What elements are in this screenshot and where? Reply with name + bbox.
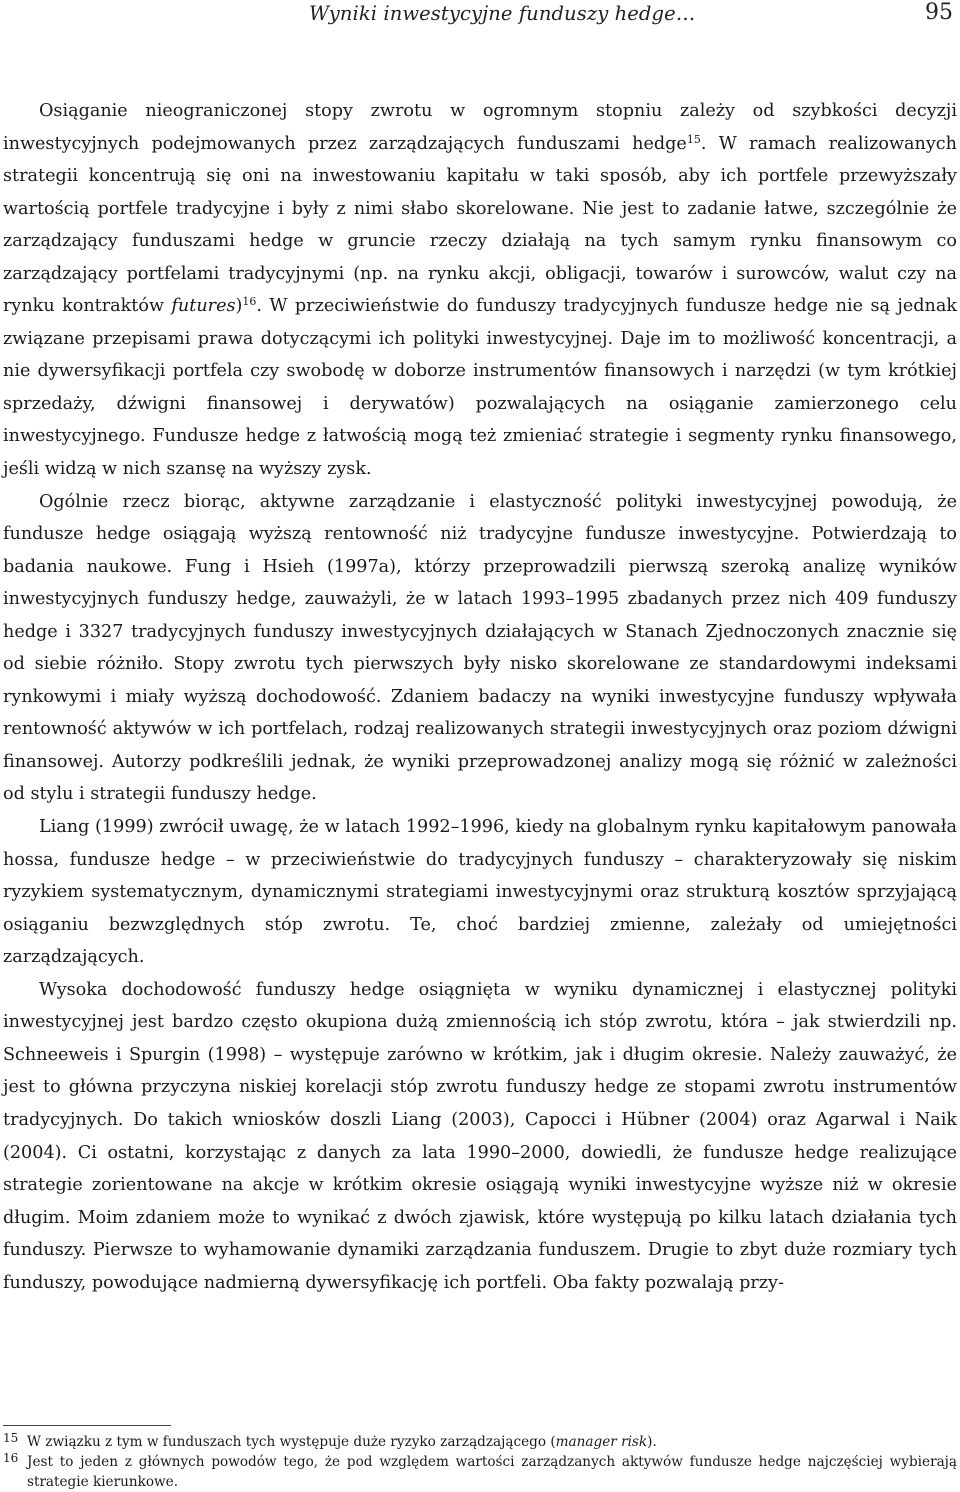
text-run: Wysoka dochodowość funduszy hedge osiągnięta w wyniku dynamicznej i elastycznej polityki inwestycyjnej jest bardzo często okupiona dużą zmiennością ich stóp zwrotu, która – jak stwierdzili np. Schneeweis i Spurgin (1998) – występuje zarówno w krótkim, jak i długim okresie. Należy zauważyć, że jest to główna przyczyna niskiej korelacji stóp zwrotu funduszy hedge ze stopami zwrotu instrumentów tradycyjnych. Do takich wniosków doszli Liang (2003), Capocci i Hübner (2004) oraz Agarwal i Naik (2004). Ci ostatni, korzystając z danych za lata 1990–2000, dowiedli, że fundusze hedge realizujące strategie zorientowane na akcje w krótkim okresie osiągają wyniki inwestycyjne wyższe niż w okresie długim. Moim zdaniem może to wynikać z dwóch zjawisk, które występują po kilku latach działania tych funduszy. Pierwsze to wyhamowanie dynamiki zarządzania funduszem. Drugie to zbyt duże rozmiary tych funduszy, powodujące nadmierną dywersyfikację ich portfeli. Oba fakty pozwalają przy-: [3, 979, 957, 1293]
paragraph: [3, 486, 957, 811]
text-run: ).: [647, 1434, 657, 1450]
text-run: W związku z tym w funduszach tych występuje duże ryzyko zarządzającego (: [27, 1434, 556, 1450]
text-run: . W przeciwieństwie do funduszy tradycyjnych fundusze hedge nie są jednak związane przepisami prawa dotyczącymi ich polityki inwestycyjnej. Daje im to możliwość koncentracji, a nie dywersyfikacji portfela czy swobodę w doborze instrumentów finansowych i narzędzi (w tym krótkiej sprzedaży, dźwigni finansowej i derywatów) pozwalających na osiąganie zamierzonego celu inwestycyjnego. Fundusze hedge z łatwością mogą też zmieniać strategie i segmenty rynku finansowego, jeśli widzą w nich szansę na wyższy zysk.: [3, 296, 957, 480]
paragraph: [3, 95, 957, 486]
text-run: . W ramach realizowanych strategii koncentrują się oni na inwestowaniu kapitału w taki sposób, aby ich portfele przewyższały wartością portfele tradycyjne i były z nimi słabo skorelowane. Nie jest to zadanie łatwe, szczególnie że zarządzający funduszami hedge w gruncie rzeczy działają na tych samym rynku finansowym co zarządzający portfelami tradycyjnymi (np. na rynku akcji, obligacji, towarów i surowców, walut czy na rynku kontraktów: [3, 133, 957, 317]
text-run: Liang (1999) zwrócił uwagę, że w latach 1992–1996, kiedy na globalnym rynku kapitałowym panowała hossa, fundusze hedge – w przeciwieństwie do tradycyjnych funduszy – charakteryzowały się niskim ryzykiem systematycznym, dynamicznymi strategiami inwestycyjnymi oraz strukturą kosztów sprzyjającą osiąganiu bezwzględnych stóp zwrotu. Te, choć bardziej zmienne, zależały od umiejętności zarządzających.: [3, 817, 957, 968]
footnote-divider: [3, 1425, 171, 1426]
footnote-ref-15[interactable]: 15: [686, 132, 701, 146]
italic-term: manager risk: [555, 1434, 648, 1450]
paragraph: [3, 974, 957, 1299]
footnote-ref-16[interactable]: 16: [242, 295, 257, 309]
text-run: Jest to jeden z głównych powodów tego, że pod względem wartości zarządzanych aktywów fundusze hedge najczęściej wybierają strategie kierunkowe.: [27, 1454, 957, 1490]
running-head: [0, 0, 960, 36]
text-run: Ogólnie rzecz biorąc, aktywne zarządzanie i elastyczność polityki inwestycyjnej powodują, że fundusze hedge osiągają wyższą rentowność niż tradycyjne fundusze inwestycyjne. Potwierdzają to badania naukowe. Fung i Hsieh (1997a), którzy przeprowadzili pierwszą szeroką analizę wyników inwestycyjnych funduszy hedge, zauważyli, że w latach 1993–1995 zbadanych przez nich 409 funduszy hedge i 3327 tradycyjnych funduszy inwestycyjnych działających w Stanach Zjednoczonych znacznie się od siebie różniło. Stopy zwrotu tych pierwszych były nisko skorelowane ze standardowymi indeksami rynkowymi i miały wyższą dochodowość. Zdaniem badaczy na wyniki inwestycyjne funduszy wpływała rentowność aktywów w ich portfelach, rodzaj realizowanych strategii inwestycyjnych oraz poziom dźwigni finansowej. Autorzy podkreślili jednak, że wyniki przeprowadzonej analizy mogą się różnić w zależności od stylu i strategii funduszy hedge.: [3, 491, 957, 805]
body-text: [3, 95, 957, 1299]
text-run: Osiąganie nieograniczonej stopy zwrotu w ogromnym stopniu zależy od szybkości decyzji inwestycyjnych podejmowanych przez zarządzających funduszami hedge: [3, 101, 957, 154]
page-number: 95: [925, 0, 953, 25]
running-title: Wyniki inwestycyjne funduszy hedge…: [309, 2, 696, 25]
footnote-16: [3, 1452, 957, 1492]
footnotes: [3, 1432, 957, 1492]
paragraph: [3, 811, 957, 974]
text-run: ): [235, 296, 243, 317]
footnote-text: [27, 1452, 957, 1492]
footnote-number: 16: [3, 1451, 19, 1465]
footnote-number: 15: [3, 1431, 19, 1445]
footnote-15: [3, 1432, 957, 1452]
footnote-text: [27, 1432, 957, 1452]
italic-term: futures: [171, 296, 236, 317]
